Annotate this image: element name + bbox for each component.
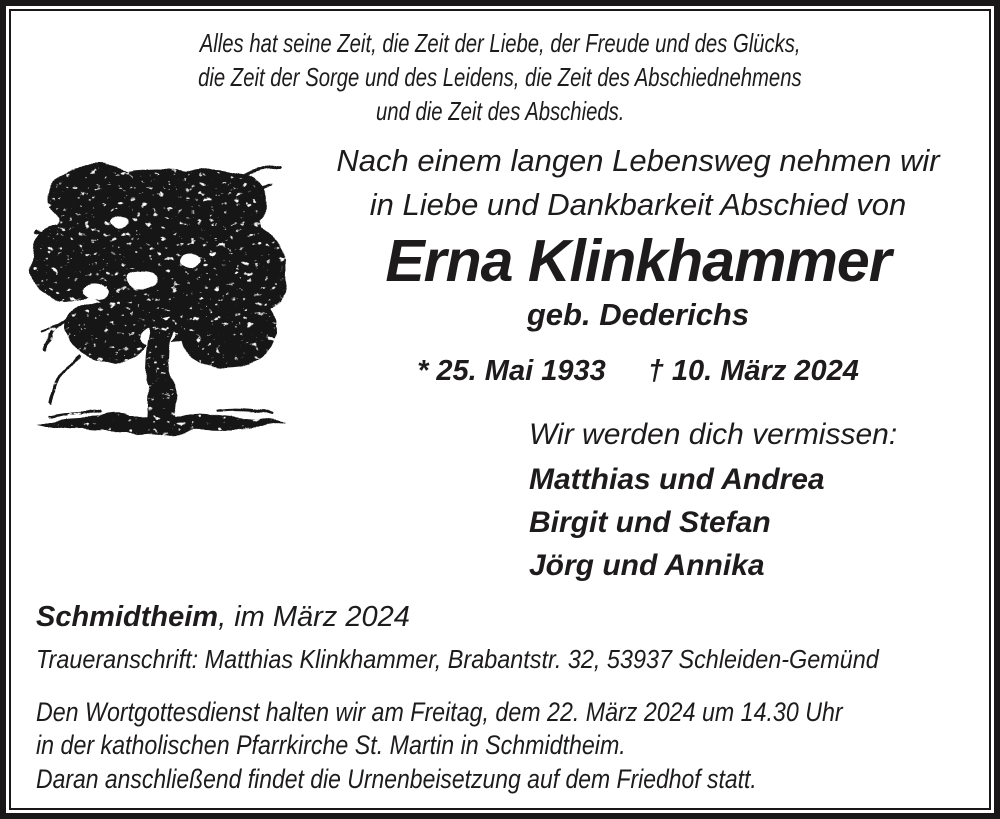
intro-text — [300, 139, 976, 227]
verse-line: Alles hat seine Zeit, die Zeit der Liebe, der Freude und des Glücks, — [199, 28, 801, 58]
farewell-block — [529, 412, 897, 587]
service-line: Den Wortgottesdienst halten wir am Freitag, dem 22. März 2024 um 14.30 Uhr — [36, 697, 843, 727]
deceased-name: Erna Klinkhammer — [385, 228, 891, 294]
maiden-name: geb. Dederichs — [526, 297, 750, 332]
oak-tree-icon — [28, 152, 290, 448]
place-date-line — [36, 599, 410, 635]
date-text: , im März 2024 — [218, 601, 410, 633]
death-date: † 10. März 2024 — [647, 355, 859, 387]
burial-line: Daran anschließend findet die Urnenbeisetzung auf dem Friedhof statt. — [36, 764, 757, 794]
mourner-name: Birgit und Stefan — [529, 506, 771, 539]
intro-line: Nach einem langen Lebensweg nehmen wir — [336, 143, 940, 178]
birth-date: * 25. Mai 1933 — [417, 355, 606, 387]
intro-line: in Liebe und Dankbarkeit Abschied von — [369, 187, 907, 222]
verse-line: und die Zeit des Abschieds. — [375, 96, 625, 126]
service-line: in der katholischen Pfarrkirche St. Martin in Schmidtheim. — [36, 730, 626, 760]
farewell-heading: Wir werden dich vermissen: — [529, 418, 898, 451]
opening-verse — [0, 26, 1000, 128]
mourner-name: Jörg und Annika — [529, 549, 765, 582]
life-dates — [300, 351, 976, 391]
service-announcement — [36, 696, 974, 762]
tree-illustration — [28, 152, 290, 448]
mourner-name: Matthias und Andrea — [529, 463, 825, 496]
mourning-address: Traueranschrift: Matthias Klinkhammer, Brabantstr. 32, 53937 Schleiden-Gemünd — [36, 644, 879, 674]
verse-line: die Zeit der Sorge und des Leidens, die Zeit des Abschiednehmens — [198, 62, 802, 92]
place-name: Schmidtheim — [36, 601, 219, 633]
